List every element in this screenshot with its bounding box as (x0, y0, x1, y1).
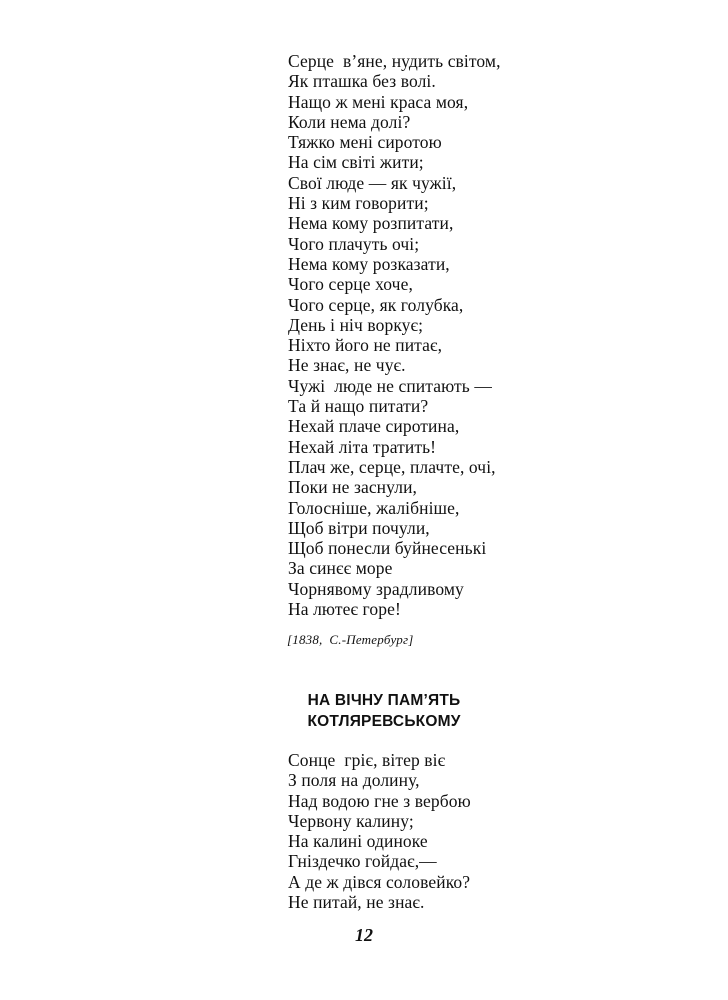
poem-title-line-1: НА ВІЧНУ ПАМ’ЯТЬ (307, 692, 461, 709)
poem-line: Тяжко мені сиротою (288, 132, 442, 153)
poem-line: Щоб вітри почули, (288, 517, 430, 538)
poem-line: Нехай плаче сиротина, (288, 416, 460, 437)
poem-line: Поки не заснули, (288, 477, 418, 498)
poem-two-stanza (288, 750, 471, 912)
poem-line: Як пташка без волі. (288, 71, 436, 92)
poem-line: Чорнявому зрадливому (288, 578, 464, 599)
poem-dateline: [1838, С.-Петербург] (287, 632, 414, 647)
poem-line: Над водою гне з вербою (288, 790, 471, 811)
poem-line: Не знає, не чує. (288, 355, 406, 376)
poem-line: Нема кому розпитати, (288, 213, 454, 234)
poem-line: На сім світі жити; (288, 152, 424, 173)
poem-line: Ніхто його не питає, (288, 335, 443, 356)
poem-line: Чого серце хоче, (288, 274, 413, 295)
poem-line: Щоб понесли буйнесенькі (288, 538, 487, 559)
poem-line: Чужі люде не спитають — (288, 375, 492, 396)
poem-line: Ні з ким говорити; (288, 193, 429, 214)
poem-line: А де ж дівся соловейко? (288, 871, 471, 892)
poem-line: Голосніше, жалібніше, (288, 497, 460, 518)
poem-line: Червону калину; (288, 810, 414, 831)
poem-line: Чого серце, як голубка, (288, 294, 464, 315)
poem-one-stanza (288, 51, 501, 619)
poem-title-line-2: КОТЛЯРЕВСЬКОМУ (307, 713, 461, 730)
poem-line: Не питай, не знає. (288, 892, 425, 913)
poem-line: Коли нема долі? (288, 111, 411, 132)
poem-line: На калині одиноке (288, 831, 428, 852)
page-number-text: 12 (355, 925, 373, 945)
poem-line: Нащо ж мені краса моя, (288, 91, 469, 112)
poem-line: День і ніч воркує; (288, 314, 424, 335)
poem-line: На лютеє горе! (288, 599, 401, 620)
poem-line: Свої люде — як чужії, (288, 172, 457, 193)
poem-line: Та й нащо питати? (288, 396, 429, 417)
poem-line: Чого плачуть очі; (288, 233, 420, 254)
poem-line: Нехай літа тратить! (288, 436, 437, 457)
poem-line: Гніздечко гойдає,— (288, 851, 437, 872)
poem-line: Сонце гріє, вітер віє (288, 750, 446, 770)
poem-line: Плач же, серце, плачте, очі, (288, 456, 496, 477)
poem-line: Нема кому розказати, (288, 253, 450, 274)
poem-line: За синєє море (288, 558, 393, 579)
poem-line: З поля на долину, (288, 770, 420, 791)
poem-line: Серце в’яне, нудить світом, (288, 51, 501, 71)
